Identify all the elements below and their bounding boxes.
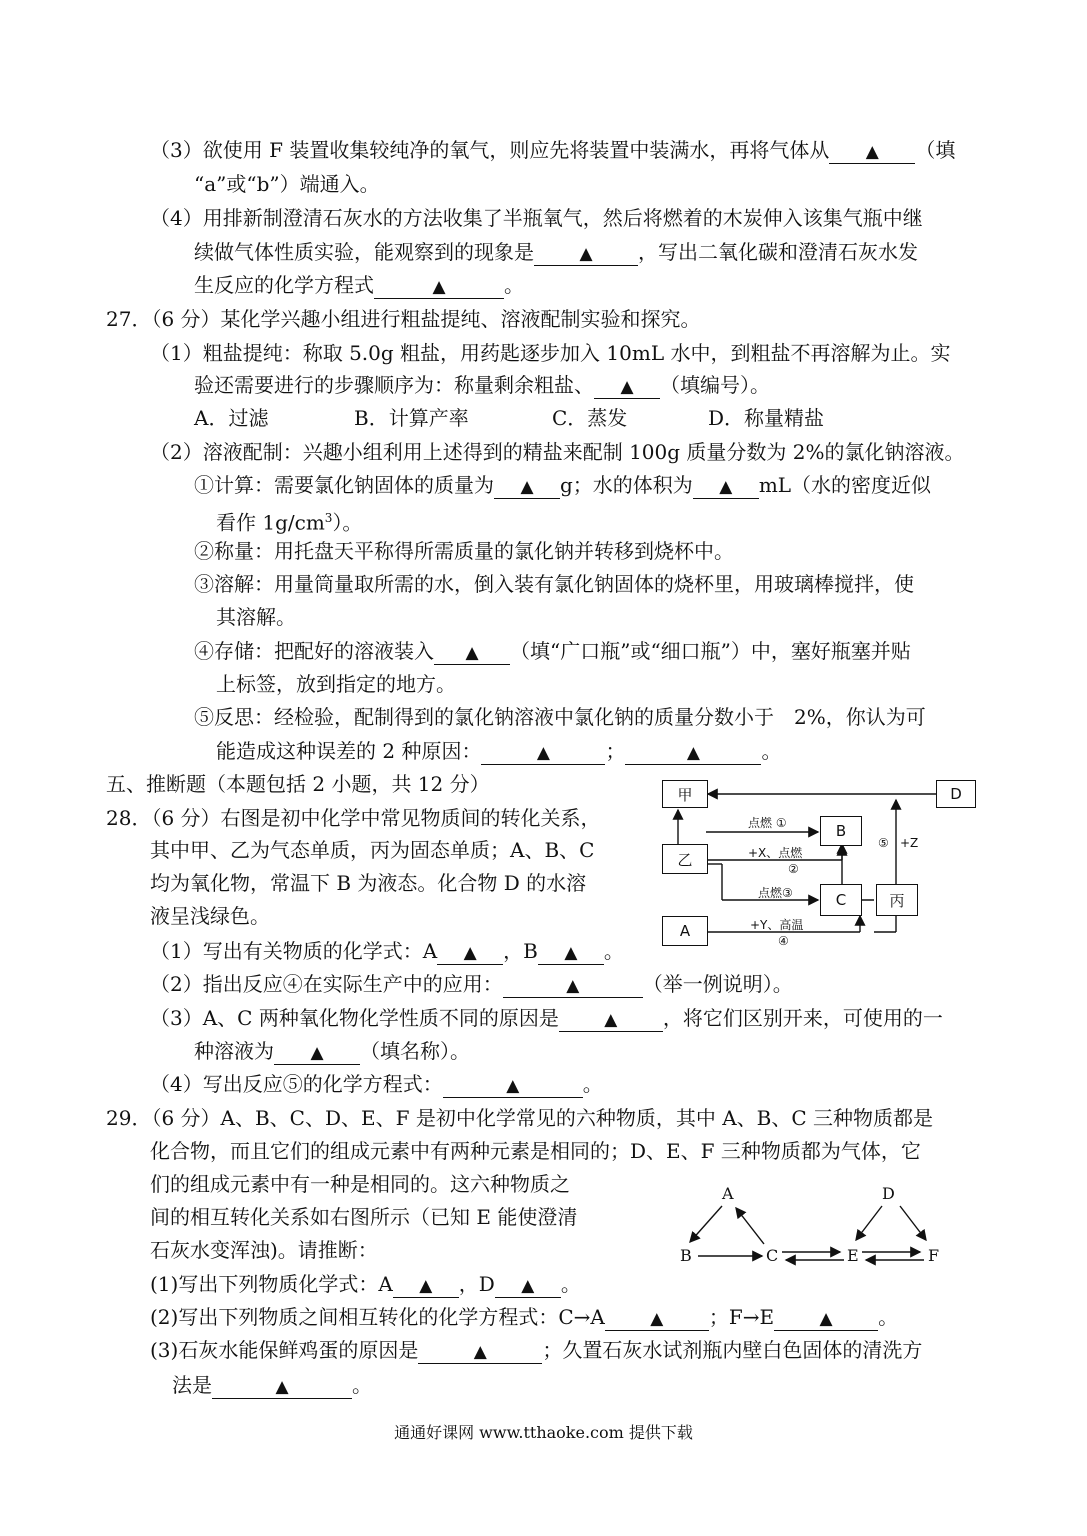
q29-transformation-diagram [670,1184,950,1276]
answer-blank[interactable]: ▲ [503,973,643,998]
q29-part3-line1: (3)石灰水能保鲜鸡蛋的原因是 ▲ ；久置石灰水试剂瓶内壁白色固体的清洗方 [150,1338,923,1362]
q28-diagram-lines [660,776,980,948]
node-a: A [662,916,708,946]
node-c: C [820,884,862,916]
q29-diagram-lines [670,1184,950,1276]
node-d: D [936,780,976,808]
q28-transformation-diagram [660,776,980,948]
answer-blank[interactable]: ▲ [443,1073,583,1098]
node-b: B [680,1246,692,1265]
q29-stem-line2: 化合物，而且它们的组成元素中有两种元素是相同的；D、E、F 三种物质都为气体，它 [150,1139,921,1163]
reaction-4-condition: +Y、高温 [750,918,804,932]
q27-option-a: A．过滤 [194,406,269,430]
reaction-4-number: ④ [778,934,789,948]
q27-stem: 27．（6 分）某化学兴趣小组进行粗盐提纯、溶液配制实验和探究。 [106,307,701,331]
answer-blank[interactable]: ▲ [212,1374,352,1399]
q29-part3-line2: 法是 ▲ 。 [172,1373,372,1397]
q27-option-d: D．称量精盐 [708,406,825,430]
q29-stem-line5: 石灰水变浑浊)。请推断： [150,1238,378,1262]
q28-stem-line4: 液呈浅绿色。 [150,904,270,928]
answer-blank[interactable]: ▲ [481,740,605,765]
answer-blank[interactable]: ▲ [625,740,761,765]
answer-blank[interactable]: ▲ [494,474,560,499]
node-jia: 甲 [662,780,708,808]
node-c: C [766,1246,779,1265]
answer-blank[interactable]: ▲ [693,474,759,499]
q28-stem-line1: 28．（6 分）右图是初中化学中常见物质间的转化关系， [106,806,601,830]
q28-stem-line3: 均为氧化物，常温下 B 为液态。化合物 D 的水溶 [150,871,587,895]
section-5-heading: 五、推断题（本题包括 2 小题，共 12 分） [106,772,490,796]
q27-step3-line2: 其溶解。 [216,605,296,629]
answer-blank[interactable]: ▲ [437,940,503,965]
reaction-1-label: 点燃 ① [748,816,787,830]
q26-part4-line3: 生反应的化学方程式 ▲ 。 [194,273,524,297]
reaction-5-reagent: +Z [900,836,919,850]
q28-part4: （4）写出反应⑤的化学方程式： ▲ 。 [150,1072,603,1096]
q28-part3-line2: 种溶液为 ▲ （填名称）。 [194,1039,470,1063]
q28-stem-line2: 其中甲、乙为气态单质，丙为固态单质；A、B、C [150,838,595,862]
q27-step1-line1: ①计算：需要氯化钠固体的质量为 ▲ g；水的体积为 ▲ mL（水的密度近似 [194,473,932,497]
answer-blank[interactable]: ▲ [274,1040,360,1065]
page-footer: 通通好课网 www.tthaoke.com 提供下载 [394,1423,693,1442]
q27-part1-line2: 验还需要进行的步骤顺序为：称量剩余粗盐、 ▲ （填编号）。 [194,373,770,397]
q26-part3-line1: （3）欲使用 F 装置收集较纯净的氧气，则应先将装置中装满水，再将气体从 ▲ （填 [150,138,956,162]
q28-part2: （2）指出反应④在实际生产中的应用： ▲ （举一例说明）。 [150,972,793,996]
q26-part3-line2: “a”或“b”）端通入。 [194,172,380,196]
answer-blank[interactable]: ▲ [495,1273,561,1298]
q29-stem-line4: 间的相互转化关系如右图所示（已知 E 能使澄清 [150,1205,578,1229]
node-f: F [928,1246,940,1265]
answer-blank[interactable]: ▲ [605,1306,709,1331]
reaction-2-number: ② [788,862,799,876]
q27-option-b: B．计算产率 [354,406,469,430]
node-b: B [820,816,862,846]
q27-step5-line2: 能造成这种误差的 2 种原因： ▲ ； ▲ 。 [216,739,782,763]
node-e: E [847,1246,859,1265]
answer-blank[interactable]: ▲ [829,139,915,164]
answer-blank[interactable]: ▲ [538,940,604,965]
node-d: D [882,1184,895,1203]
q28-part3-line1: （3）A、C 两种氧化物化学性质不同的原因是 ▲ ，将它们区别开来，可使用的一 [150,1006,943,1030]
answer-blank[interactable]: ▲ [534,241,638,266]
q29-part1: (1)写出下列物质化学式：A ▲ ，D ▲ 。 [150,1272,581,1296]
answer-blank[interactable]: ▲ [418,1339,542,1364]
q29-part2: (2)写出下列物质之间相互转化的化学方程式：C→A ▲ ；F→E ▲ 。 [150,1305,899,1329]
reaction-3-label: 点燃③ [758,886,793,900]
answer-blank[interactable]: ▲ [559,1007,663,1032]
node-a: A [722,1184,734,1203]
q29-stem-line1: 29．（6 分）A、B、C、D、E、F 是初中化学常见的六种物质，其中 A、B、C 三种物质都是 [106,1106,934,1130]
q26-part4-line2: 续做气体性质实验，能观察到的现象是 ▲ ，写出二氧化碳和澄清石灰水发 [194,240,918,264]
reaction-2-condition: +X、点燃 [748,846,803,860]
q27-step4-line2: 上标签，放到指定的地方。 [216,672,456,696]
q28-part1: （1）写出有关物质的化学式：A ▲ ，B ▲ 。 [150,939,624,963]
q29-stem-line3: 们的组成元素中有一种是相同的。这六种物质之 [150,1172,570,1196]
node-yi: 乙 [662,844,708,874]
q27-part2: （2）溶液配制：兴趣小组利用上述得到的精盐来配制 100g 质量分数为 2%的氯化钠溶液。 [150,440,965,464]
answer-blank[interactable]: ▲ [434,640,510,665]
q27-step4-line1: ④存储：把配好的溶液装入 ▲ （填“广口瓶”或“细口瓶”）中，塞好瓶塞并贴 [194,639,911,663]
q27-part1-line1: （1）粗盐提纯：称取 5.0g 粗盐，用药匙逐步加入 10mL 水中，到粗盐不再溶解为止。实 [150,341,951,365]
q26-part4-line1: （4）用排新制澄清石灰水的方法收集了半瓶氧气，然后将燃着的木炭伸入该集气瓶中继 [150,206,923,230]
node-bing: 丙 [876,884,918,916]
q27-step3-line1: ③溶解：用量筒量取所需的水，倒入装有氯化钠固体的烧杯里，用玻璃棒搅拌，使 [194,572,914,596]
answer-blank[interactable]: ▲ [774,1306,878,1331]
q27-step5-line1: ⑤反思：经检验，配制得到的氯化钠溶液中氯化钠的质量分数小于 2%，你认为可 [194,705,926,729]
answer-blank[interactable]: ▲ [393,1273,459,1298]
q27-step2: ②称量：用托盘天平称得所需质量的氯化钠并转移到烧杯中。 [194,539,734,563]
answer-blank[interactable]: ▲ [374,274,504,299]
reaction-5-number: ⑤ [878,836,889,850]
answer-blank[interactable]: ▲ [594,374,660,399]
q27-option-c: C．蒸发 [552,406,628,430]
q27-step1-line2: 看作 $1g/cm^3$）。 [216,510,363,535]
